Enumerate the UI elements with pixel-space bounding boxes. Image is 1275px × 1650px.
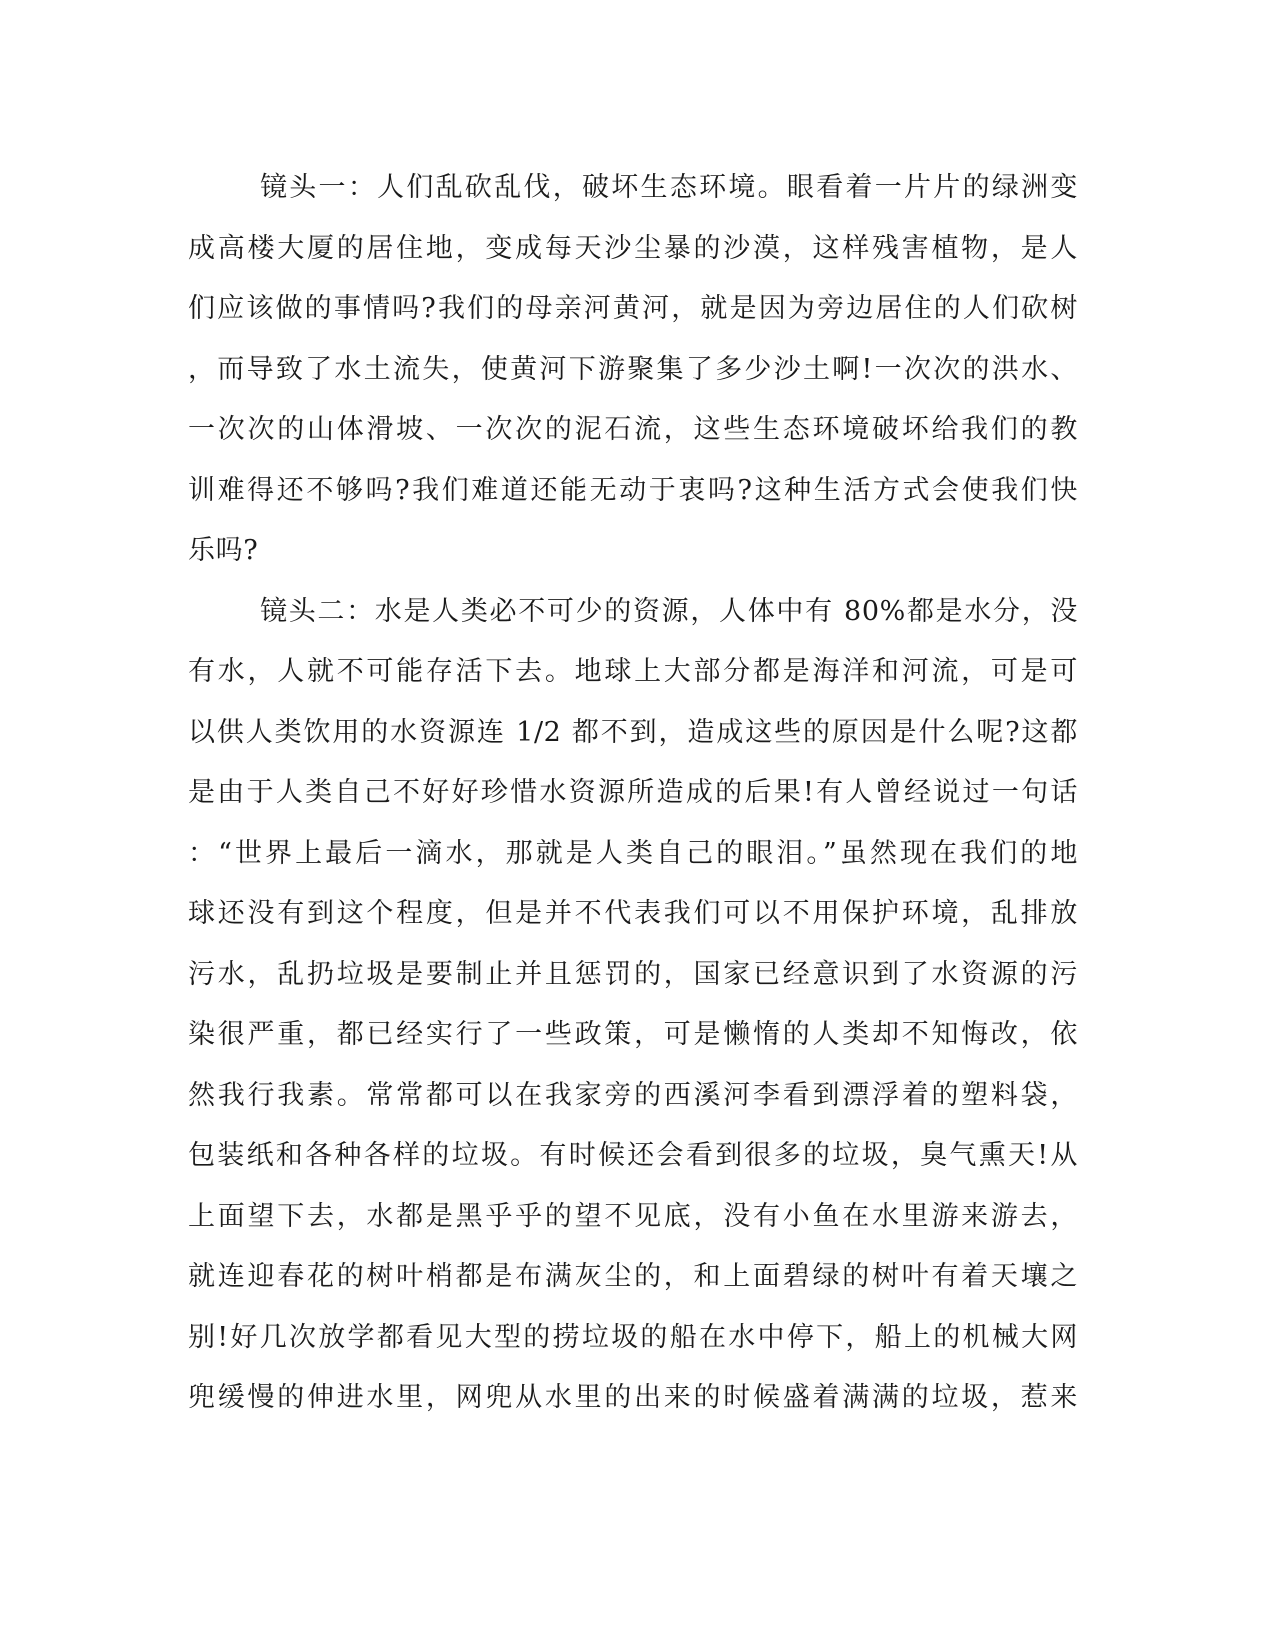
text-line: ，而导致了水土流失，使黄河下游聚集了多少沙土啊!一次次的洪水、 bbox=[188, 353, 1078, 385]
text-line: 别!好几次放学都看见大型的捞垃圾的船在水中停下，船上的机械大网 bbox=[188, 1321, 1078, 1353]
text-line: 们应该做的事情吗?我们的母亲河黄河，就是因为旁边居住的人们砍树 bbox=[188, 293, 1078, 324]
text-line: 成高楼大厦的居住地，变成每天沙尘暴的沙漠，这样残害植物，是人 bbox=[188, 232, 1078, 264]
text-line: 兜缓慢的伸进水里，网兜从水里的出来的时候盛着满满的垃圾，惹来 bbox=[188, 1382, 1078, 1413]
text-line: 球还没有到这个程度，但是并不代表我们可以不用保护环境，乱排放 bbox=[188, 898, 1078, 929]
text-line: ：“世界上最后一滴水，那就是人类自己的眼泪。”虽然现在我们的地 bbox=[188, 837, 1078, 869]
paragraph-scene-two bbox=[188, 582, 1078, 1429]
text-line: 包装纸和各种各样的垃圾。有时候还会看到很多的垃圾，臭气熏天!从 bbox=[188, 1140, 1078, 1171]
text-line: 污水，乱扔垃圾是要制止并且惩罚的，国家已经意识到了水资源的污 bbox=[188, 958, 1078, 990]
document-body bbox=[188, 158, 1078, 1429]
text-line: 然我行我素。常常都可以在我家旁的西溪河李看到漂浮着的塑料袋， bbox=[188, 1079, 1078, 1111]
text-line: 有水，人就不可能存活下去。地球上大部分都是海洋和河流，可是可 bbox=[188, 656, 1078, 687]
text-line: 训难得还不够吗?我们难道还能无动于衷吗?这种生活方式会使我们快 bbox=[188, 474, 1078, 506]
text-line: 一次次的山体滑坡、一次次的泥石流，这些生态环境破坏给我们的教 bbox=[188, 414, 1078, 445]
text-line: 以供人类饮用的水资源连 1/2 都不到，造成这些的原因是什么呢?这都 bbox=[188, 716, 1078, 748]
text-line: 镜头一：人们乱砍乱伐，破坏生态环境。眼看着一片片的绿洲变 bbox=[260, 172, 1078, 203]
text-line: 是由于人类自己不好好珍惜水资源所造成的后果!有人曾经说过一句话 bbox=[188, 777, 1078, 808]
text-line: 镜头二：水是人类必不可少的资源，人体中有 80%都是水分，没 bbox=[260, 595, 1078, 627]
text-line: 染很严重，都已经实行了一些政策，可是懒惰的人类却不知悔改，依 bbox=[188, 1019, 1078, 1050]
text-line: 上面望下去，水都是黑乎乎的望不见底，没有小鱼在水里游来游去， bbox=[188, 1200, 1078, 1232]
paragraph-scene-one bbox=[188, 158, 1078, 582]
text-line: 就连迎春花的树叶梢都是布满灰尘的，和上面碧绿的树叶有着天壤之 bbox=[188, 1261, 1078, 1292]
text-line: 乐吗? bbox=[188, 535, 259, 566]
